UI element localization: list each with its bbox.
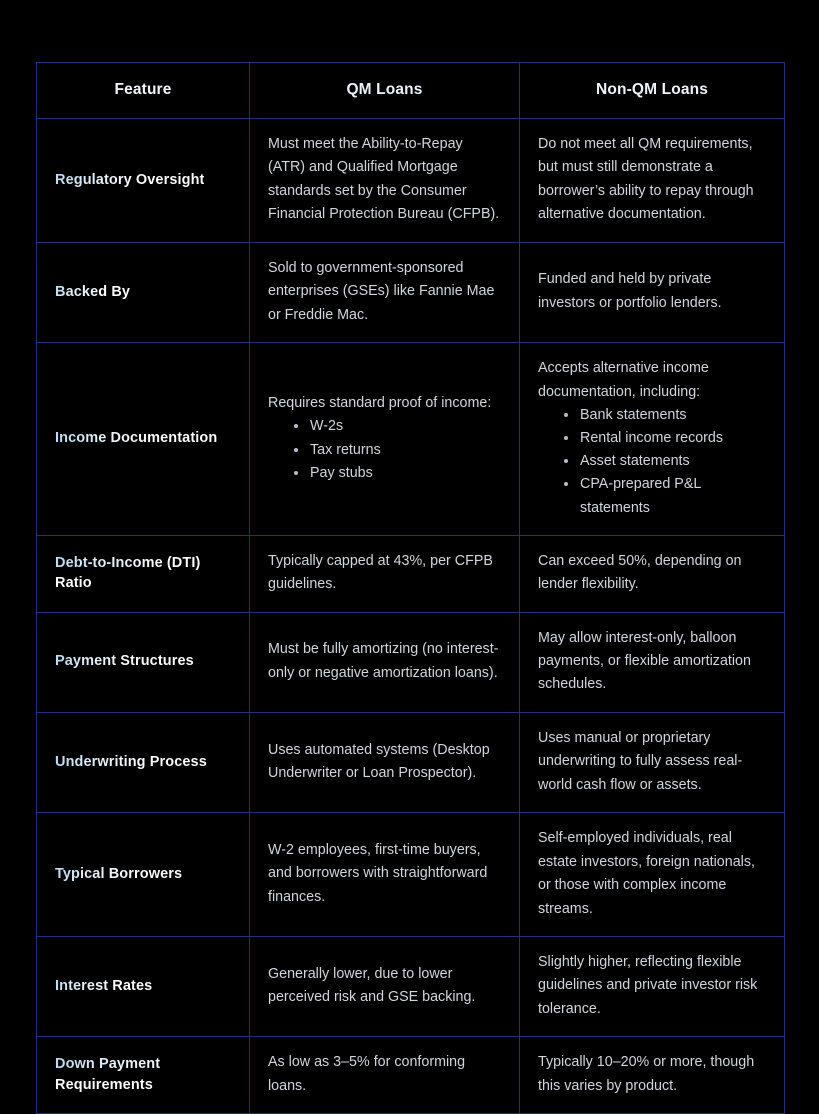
cell-bullet-item: Tax returns xyxy=(294,439,501,462)
non-qm-loans-cell xyxy=(520,712,785,812)
table-row xyxy=(37,612,785,712)
cell-text: Must meet the Ability-to-Repay (ATR) and Qualified Mortgage standards set by the Consumer Financial Protection Bureau (CFPB). xyxy=(268,136,500,223)
non-qm-loans-cell xyxy=(520,535,785,612)
qm-loans-cell xyxy=(250,936,520,1036)
table-row xyxy=(37,343,785,536)
cell-text: Self-employed individuals, real estate investors, foreign nationals, or those with complex income streams. xyxy=(538,830,755,917)
cell-bullet-list xyxy=(268,415,501,484)
column-header-non-qm-loans: Non-QM Loans xyxy=(520,63,785,119)
table-row xyxy=(37,119,785,243)
feature-label: Backed By xyxy=(55,283,131,300)
feature-label-cell xyxy=(37,242,250,342)
table-header xyxy=(37,63,785,119)
feature-label-cell xyxy=(37,936,250,1036)
feature-label: Down Payment Requirements xyxy=(55,1056,161,1093)
non-qm-loans-cell xyxy=(520,612,785,712)
non-qm-loans-cell xyxy=(520,813,785,937)
qm-loans-cell xyxy=(250,813,520,937)
table-row xyxy=(37,936,785,1036)
cell-text: Do not meet all QM requirements, but must still demonstrate a borrower’s ability to repay through alternative documentation. xyxy=(538,136,754,223)
qm-loans-cell xyxy=(250,119,520,243)
cell-text: Typically capped at 43%, per CFPB guidelines. xyxy=(268,552,493,593)
cell-text: Typically 10–20% or more, though this varies by product. xyxy=(538,1054,755,1094)
feature-label-cell xyxy=(37,612,250,712)
cell-text: Accepts alternative income documentation, including: xyxy=(538,360,709,400)
table-row xyxy=(37,813,785,937)
feature-label: Underwriting Process xyxy=(55,753,207,770)
cell-bullet-item: Bank statements xyxy=(564,404,766,427)
non-qm-loans-cell xyxy=(520,343,785,536)
table-row xyxy=(37,712,785,812)
feature-label-cell xyxy=(37,343,250,536)
qm-vs-nonqm-comparison-table xyxy=(36,62,785,1114)
cell-text: W-2 employees, first-time buyers, and borrowers with straightforward finances. xyxy=(268,841,488,905)
qm-loans-cell xyxy=(250,343,520,536)
feature-label-cell xyxy=(37,712,250,812)
column-header-feature: Feature xyxy=(37,63,250,119)
cell-bullet-item: CPA-prepared P&L statements xyxy=(564,473,766,519)
cell-text: Uses automated systems (Desktop Underwriter or Loan Prospector). xyxy=(268,741,490,782)
feature-label-cell xyxy=(37,535,250,612)
cell-text: Requires standard proof of income: xyxy=(268,394,492,411)
qm-loans-cell xyxy=(250,535,520,612)
feature-label: Income Documentation xyxy=(55,430,218,447)
qm-loans-cell xyxy=(250,242,520,342)
non-qm-loans-cell xyxy=(520,119,785,243)
feature-label: Interest Rates xyxy=(55,977,153,994)
qm-loans-cell xyxy=(250,612,520,712)
table-body xyxy=(37,119,785,1114)
column-header-qm-loans: QM Loans xyxy=(250,63,520,119)
table-container xyxy=(36,62,784,1114)
cell-text: Must be fully amortizing (no interest-only or negative amortization loans). xyxy=(268,641,499,681)
cell-text: Funded and held by private investors or portfolio lenders. xyxy=(538,271,722,311)
qm-loans-cell xyxy=(250,1037,520,1114)
non-qm-loans-cell xyxy=(520,936,785,1036)
feature-label: Typical Borrowers xyxy=(55,865,183,882)
non-qm-loans-cell xyxy=(520,1037,785,1114)
cell-text: Can exceed 50%, depending on lender flexibility. xyxy=(538,552,742,593)
feature-label-cell xyxy=(37,813,250,937)
cell-text: As low as 3–5% for conforming loans. xyxy=(268,1054,466,1094)
non-qm-loans-cell xyxy=(520,242,785,342)
cell-text: Generally lower, due to lower perceived risk and GSE backing. xyxy=(268,965,476,1006)
cell-text: Uses manual or proprietary underwriting to fully assess real-world cash flow or assets. xyxy=(538,729,743,793)
cell-bullet-item: Rental income records xyxy=(564,427,766,450)
table-row xyxy=(37,1037,785,1114)
cell-bullet-item: Pay stubs xyxy=(294,462,501,485)
feature-label: Payment Structures xyxy=(55,653,194,670)
cell-bullet-item: W-2s xyxy=(294,415,501,438)
feature-label: Debt-to-Income (DTI) Ratio xyxy=(55,554,201,592)
cell-bullet-item: Asset statements xyxy=(564,450,766,473)
qm-loans-cell xyxy=(250,712,520,812)
cell-text: Sold to government-sponsored enterprises (GSEs) like Fannie Mae or Freddie Mac. xyxy=(268,259,495,323)
cell-text: May allow interest-only, balloon payments, or flexible amortization schedules. xyxy=(538,629,751,693)
feature-label: Regulatory Oversight xyxy=(55,171,205,188)
table-header-row xyxy=(37,63,785,119)
table-row xyxy=(37,535,785,612)
table-row xyxy=(37,242,785,342)
feature-label-cell xyxy=(37,119,250,243)
feature-label-cell xyxy=(37,1037,250,1114)
cell-text: Slightly higher, reflecting flexible guidelines and private investor risk tolerance. xyxy=(538,953,758,1017)
cell-bullet-list xyxy=(538,404,766,520)
